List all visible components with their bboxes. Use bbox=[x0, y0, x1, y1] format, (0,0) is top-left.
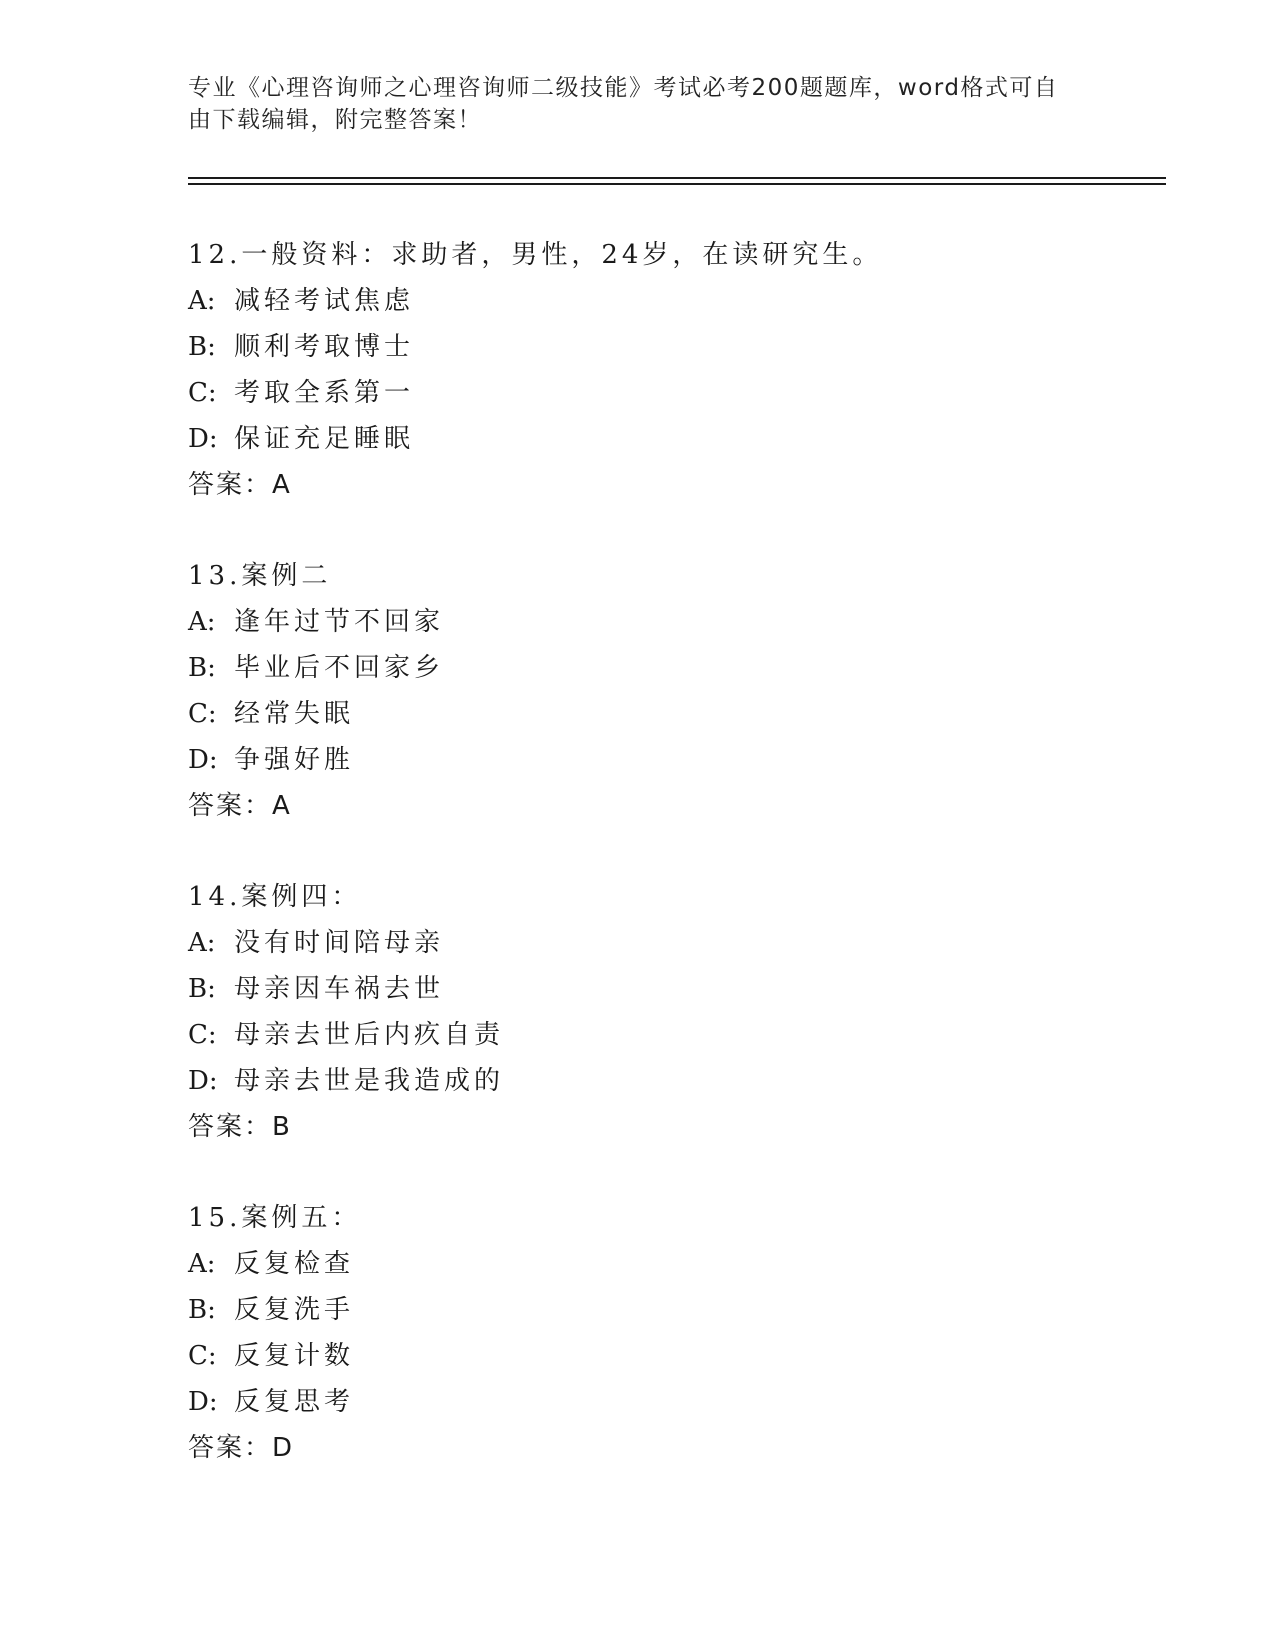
option-label: C: bbox=[188, 1020, 217, 1050]
option-text: 争强好胜 bbox=[234, 745, 355, 775]
option-label: A: bbox=[188, 1249, 216, 1279]
header-divider-top bbox=[188, 177, 1166, 179]
option-text: 反复洗手 bbox=[234, 1295, 355, 1325]
question-stem: 13.案例二 bbox=[188, 561, 332, 591]
option-label: C: bbox=[188, 1341, 217, 1371]
option-label: D: bbox=[188, 424, 218, 454]
option-label: A: bbox=[188, 928, 216, 958]
option-b bbox=[188, 324, 1088, 370]
option-text: 反复计数 bbox=[234, 1341, 355, 1371]
question-12 bbox=[188, 232, 1088, 508]
option-label: A: bbox=[188, 286, 216, 316]
option-d bbox=[188, 1058, 1088, 1104]
question-stem: 14.案例四： bbox=[188, 882, 362, 912]
question-stem: 15.案例五： bbox=[188, 1203, 362, 1233]
option-c bbox=[188, 691, 1088, 737]
option-b bbox=[188, 645, 1088, 691]
answer: 答案：D bbox=[188, 1433, 295, 1463]
option-label: A: bbox=[188, 607, 216, 637]
option-label: B: bbox=[188, 974, 216, 1004]
option-label: B: bbox=[188, 1295, 216, 1325]
document-header: 专业《心理咨询师之心理咨询师二级技能》考试必考200题题库，word格式可自由下载编辑，附完整答案！ bbox=[188, 75, 1059, 133]
option-text: 母亲去世是我造成的 bbox=[234, 1066, 505, 1096]
option-text: 母亲去世后内疚自责 bbox=[234, 1020, 505, 1050]
option-label: D: bbox=[188, 1066, 218, 1096]
header-divider-bottom bbox=[188, 183, 1166, 185]
option-text: 减轻考试焦虑 bbox=[234, 286, 415, 316]
option-b bbox=[188, 966, 1088, 1012]
option-d bbox=[188, 1379, 1088, 1425]
question-13 bbox=[188, 553, 1088, 829]
option-label: C: bbox=[188, 378, 217, 408]
option-text: 没有时间陪母亲 bbox=[234, 928, 445, 958]
option-text: 顺利考取博士 bbox=[234, 332, 415, 362]
question-14 bbox=[188, 874, 1088, 1150]
option-text: 母亲因车祸去世 bbox=[234, 974, 445, 1004]
option-text: 保证充足睡眠 bbox=[234, 424, 415, 454]
option-text: 考取全系第一 bbox=[234, 378, 415, 408]
answer: 答案：B bbox=[188, 1112, 292, 1142]
option-text: 经常失眠 bbox=[234, 699, 355, 729]
question-stem: 12.一般资料：求助者，男性，24岁，在读研究生。 bbox=[188, 240, 883, 270]
option-a bbox=[188, 599, 1088, 645]
option-label: D: bbox=[188, 745, 218, 775]
option-label: B: bbox=[188, 332, 216, 362]
option-a bbox=[188, 920, 1088, 966]
option-label: D: bbox=[188, 1387, 218, 1417]
option-d bbox=[188, 416, 1088, 462]
option-a bbox=[188, 278, 1088, 324]
option-c bbox=[188, 1012, 1088, 1058]
option-label: C: bbox=[188, 699, 217, 729]
answer: 答案：A bbox=[188, 791, 292, 821]
option-d bbox=[188, 737, 1088, 783]
option-c bbox=[188, 1333, 1088, 1379]
option-label: B: bbox=[188, 653, 216, 683]
option-text: 反复检查 bbox=[234, 1249, 355, 1279]
option-b bbox=[188, 1287, 1088, 1333]
question-15 bbox=[188, 1195, 1088, 1471]
option-text: 反复思考 bbox=[234, 1387, 355, 1417]
option-a bbox=[188, 1241, 1088, 1287]
option-text: 毕业后不回家乡 bbox=[234, 653, 445, 683]
option-c bbox=[188, 370, 1088, 416]
answer: 答案：A bbox=[188, 470, 292, 500]
option-text: 逢年过节不回家 bbox=[234, 607, 445, 637]
